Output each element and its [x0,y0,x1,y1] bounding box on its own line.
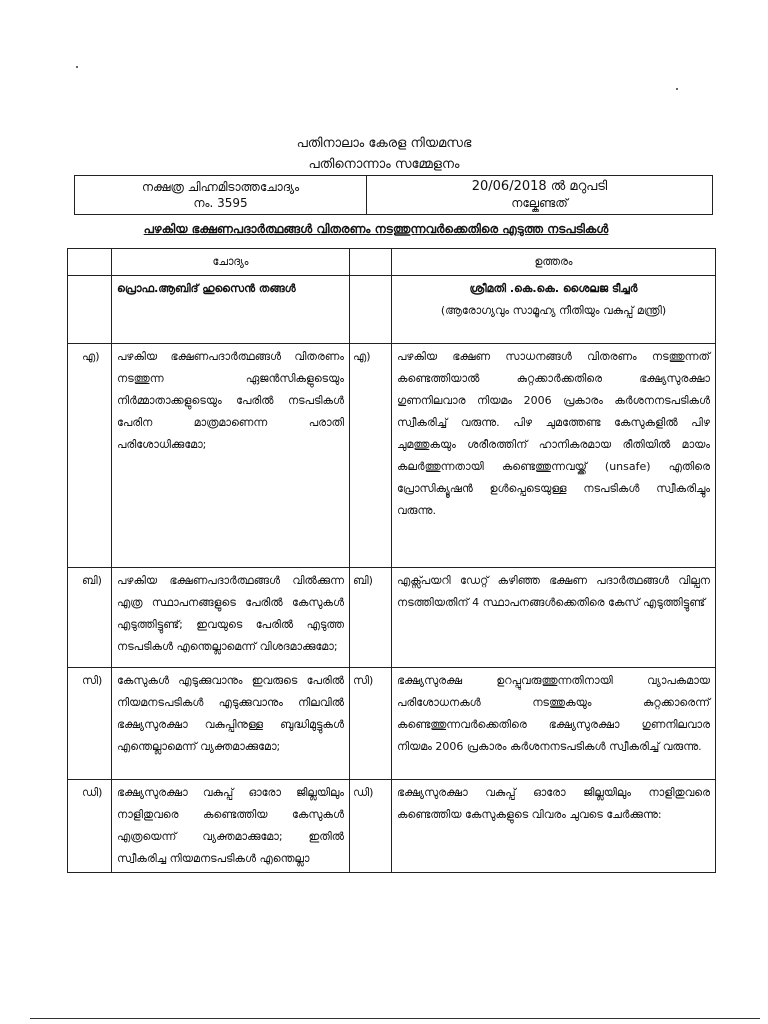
question-type-label: നക്ഷത്ര ചിഹ്നമിടാത്തചോദ്യം [141,180,300,194]
scan-speck [676,88,678,90]
questioner-name: പ്രൊഫ.ആബിദ് ഹുസൈൻ തങ്ങൾ [112,276,350,344]
names-row [68,276,716,344]
table-header-row [68,249,716,276]
answer-label: സി) [350,668,392,780]
answer-label: എ) [350,344,392,568]
blank-cell [350,276,392,344]
blank-cell [350,249,392,276]
minister-name: ശ്രീമതി .കെ.കെ. ശൈലജ ടീച്ചർ [469,282,638,295]
table-row [68,568,716,668]
answer-date-note: നല്കേണ്ടത് [511,196,568,210]
page-bottom-rule [30,1018,760,1019]
answer-column-header: ഉത്തരം [392,249,716,276]
table-row [68,668,716,780]
answer-date-cell [367,176,712,214]
session-title: പതിനൊന്നാം സമ്മേളനം [308,157,460,172]
subject-title: പഴകിയ ഭക്ഷണപദാർത്ഥങ്ങൾ വിതരണം നടത്തുന്നവർക്കെതിരെ എടുത്ത നടപടികൾ [143,222,609,236]
table-row [68,344,716,568]
question-number: നം. 3595 [193,196,248,210]
scan-speck [76,66,78,68]
answer-text: എക്സ്പയറി ഡേറ്റ് കഴിഞ്ഞ ഭക്ഷണ പദാർത്ഥങ്ങൾ വില്പന നടത്തിയതിന് 4 സ്ഥാപനങ്ങൾക്കെതിരെ കേസ് എടുത്തിട്ടുണ്ട് [392,568,716,668]
question-answer-table [67,248,716,873]
answer-label: ഡി) [350,780,392,873]
question-id-cell [75,176,367,214]
question-text: കേസുകൾ എടുക്കുവാനും ഇവരുടെ പേരിൽ നിയമനടപടികൾ എടുക്കുവാനും നിലവിൽ ഭക്ഷ്യസുരക്ഷാ വകുപ്പിനുള്ള ബുദ്ധിമുട്ടുകൾ എന്തെല്ലാമെന്ന് വ്യക്തമാക്കുമോ; [112,668,350,780]
row-label: ഡി) [68,780,112,873]
answer-label: ബി) [350,568,392,668]
question-number-box [74,175,713,215]
answer-text: ഭക്ഷ്യസുരക്ഷാ വകുപ്പ് ഓരോ ജില്ലയിലും നാളിതുവരെ കണ്ടെത്തിയ കേസുകളുടെ വിവരം ചുവടെ ചേർക്കുന്നു: [392,780,716,873]
question-text: പഴകിയ ഭക്ഷണപദാർത്ഥങ്ങൾ വിതരണം നടത്തുന്ന ഏജൻസികളുടെയും നിർമ്മാതാക്കളുടെയും പേരിൽ നടപടികൾ പേരിന മാത്രമാണെന്ന പരാതി പരിശോധിക്കുമോ; [112,344,350,568]
row-label: എ) [68,344,112,568]
answer-text: പഴകിയ ഭക്ഷണ സാധനങ്ങൾ വിതരണം നടത്തുന്നത് കണ്ടെത്തിയാൽ കുറ്റക്കാർക്കതിരെ ഭക്ഷ്യസുരക്ഷാ ഗുണനിലവാര നിയമം 2006 പ്രകാരം കർശനനടപടികൾ സ്വീകരിച്ച് വരുന്നു. പിഴ ചുമത്തേണ്ട കേസുകളിൽ പിഴ ചുമത്തുകയും ശരീരത്തിന് ഹാനികരമായ രീതിയിൽ മായം കലർത്തുന്നതായി കണ്ടെത്തുന്നവയ്ക്ക് (unsafe) എതിരെ പ്രോസിക്യൂഷൻ ഉൾപ്പെടെയുള്ള നടപടികൾ സ്വീകരിച്ചും വരുന്നു. [392,344,716,568]
row-label: സി) [68,668,112,780]
answer-date: 20/06/2018 ൽ മറുപടി [471,179,608,194]
blank-cell [68,249,112,276]
question-text: ഭക്ഷ്യസുരക്ഷാ വകുപ്പ് ഓരോ ജില്ലയിലും നാളിതുവരെ കണ്ടെത്തിയ കേസുകൾ എത്രയെന്ന് വ്യക്തമാക്കുമോ; ഇതിൽ സ്വീകരിച്ച നിയമനടപടികൾ എന്തെല്ലാ [112,780,350,873]
assembly-title: പതിനാലാം കേരള നിയമസഭ [296,136,472,151]
question-text: പഴകിയ ഭക്ഷണപദാർത്ഥങ്ങൾ വിൽക്കുന്ന എത്ര സ്ഥാപനങ്ങളുടെ പേരിൽ കേസുകൾ എടുത്തിട്ടുണ്ട്; ഇവയുടെ പേരിൽ എടുത്ത നടപടികൾ എന്തെല്ലാമെന്ന് വിശദമാക്കുമോ; [112,568,350,668]
table-row [68,780,716,873]
blank-cell [68,276,112,344]
minister-cell [392,276,716,344]
question-column-header: ചോദ്യം [112,249,350,276]
row-label: ബി) [68,568,112,668]
answer-text: ഭക്ഷ്യസുരക്ഷ ഉറപ്പുവരുത്തുന്നതിനായി വ്യാപകമായ പരിശോധനകൾ നടത്തുകയും കുറ്റക്കാരെന്ന് കണ്ടെത്തുന്നവർക്കെതിരെ ഭക്ഷ്യസുരക്ഷാ ഗുണനിലവാര നിയമം 2006 പ്രകാരം കർശനനടപടികൾ സ്വീകരിച്ച് വരുന്നു. [392,668,716,780]
minister-department: (ആരോഗ്യവും സാമൂഹ്യ നീതിയും വകുപ്പ് മന്ത്രി) [440,304,667,317]
